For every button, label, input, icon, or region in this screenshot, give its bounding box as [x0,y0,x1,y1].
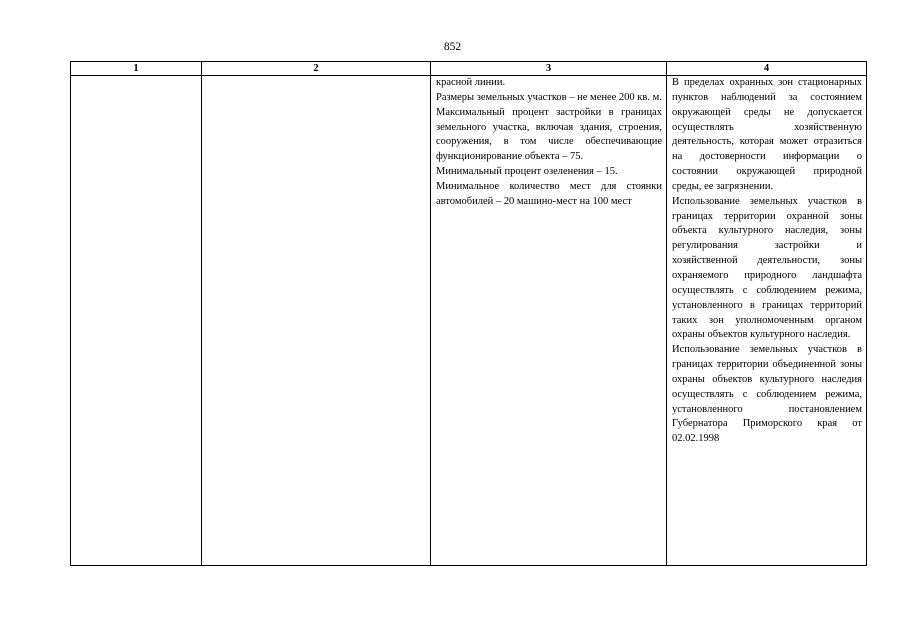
cell-col-2 [202,76,431,566]
table-header-row [71,62,867,76]
paragraph: Использование земельных участков в границах территории объединенной зоны охраны объектов культурного наследия осуществлять с соблюдением режима, установленного постановлением Губернатора Приморского края от 02.02.1998 [672,344,862,445]
paragraph: В пределах охранных зон стационарных пунктов наблюдений за состоянием окружающей среды не допускается осуществлять хозяйственную деятельность, которая может отразиться на достоверности информации о состоянии окружающей природной среды, ее загрязнении. [672,77,862,192]
cell-col-3 [431,76,667,566]
paragraph: красной линии. [436,77,506,88]
cell-col-4 [667,76,867,566]
column-header-1: 1 [71,62,202,76]
column-header-2: 2 [202,62,431,76]
paragraph: Минимальное количество мест для стоянки автомобилей – 20 машино-мест на 100 мест [436,180,662,207]
cell-col-1 [71,76,202,566]
paragraph: Минимальный процент озеленения – 15. [436,166,618,178]
column-header-3: 3 [431,62,667,76]
regulations-table [70,61,867,566]
table-row [71,76,867,566]
paragraph: Использование земельных участков в границах территории охранной зоны объекта культурного наследия, зоны регулирования застройки и хозяйственной деятельности, зоны охраняемого природного ландшафта осуществлять с соблюдением режима, установленного в границах территорий таких зон уполномоченным органом охраны объектов культурного наследия. [672,195,862,341]
column-header-4: 4 [667,62,867,76]
paragraph: Максимальный процент застройки в границах земельного участка, включая здания, строения, сооружения, в том числе обеспечивающие функционирование объекта – 75. [436,106,662,163]
paragraph: Размеры земельных участков – не менее 200 кв. м. [436,91,662,103]
page-number: 852 [443,41,462,53]
